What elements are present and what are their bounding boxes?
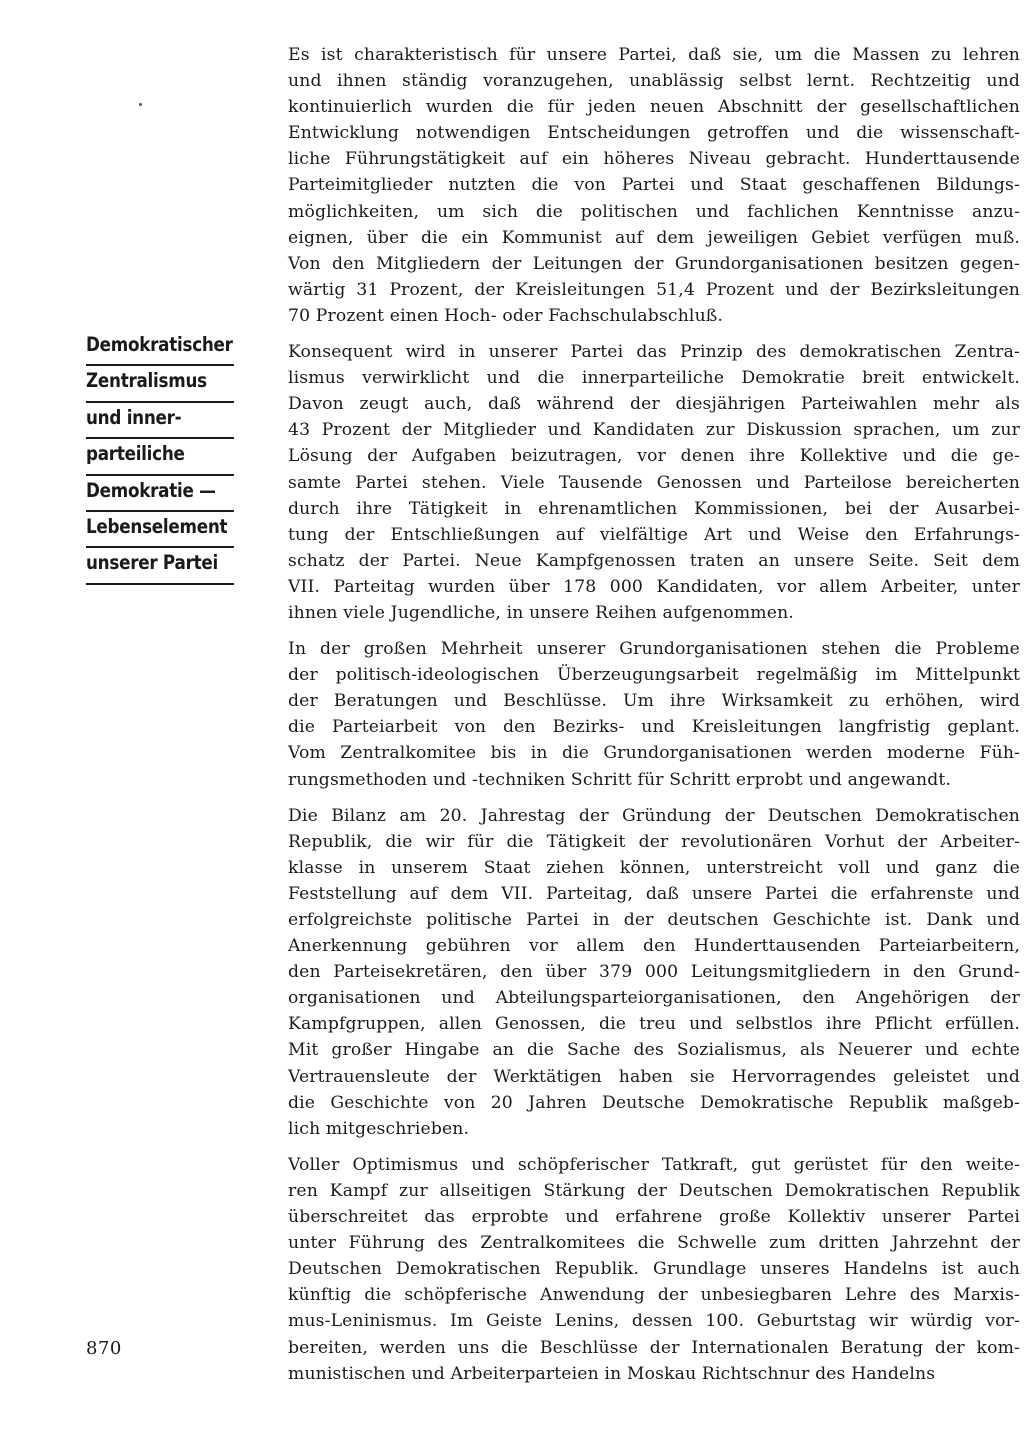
text-line: Die Bilanz am 20. Jahrestag der Gründung der Deutschen Demokratischen — [288, 805, 1020, 826]
paragraph — [288, 42, 1020, 329]
text-line: Parteimitglieder nutzten die von Partei und Staat geschaffenen Bildungs- — [288, 175, 1020, 196]
print-speck — [139, 103, 142, 106]
text-line: Konsequent wird in unserer Partei das Prinzip des demokratischen Zentra- — [288, 342, 1020, 363]
text-line: unter Führung des Zentralkomitees die Schwelle zum dritten Jahrzehnt der — [288, 1233, 1020, 1254]
text-line: überschreitet das erprobte und erfahrene große Kollektiv unserer Partei — [288, 1207, 1020, 1228]
margin-heading — [86, 330, 258, 585]
text-line: Davon zeugt auch, daß während der diesjährigen Parteiwahlen mehr als — [288, 394, 1020, 415]
text-line: ihnen viele Jugendliche, in unsere Reihen aufgenommen. — [288, 602, 794, 623]
body-text — [288, 42, 1020, 1397]
text-line: bereiten, werden uns die Beschlüsse der Internationalen Beratung der kom- — [288, 1337, 1020, 1358]
text-line: samte Partei stehen. Viele Tausende Genossen und Parteilose bereicherten — [288, 472, 1020, 493]
text-line: die Geschichte von 20 Jahren Deutsche Demokratische Republik maßgeb- — [288, 1092, 1020, 1113]
paragraph — [288, 636, 1020, 793]
text-line: Kampfgruppen, allen Genossen, die treu und selbstlos ihre Pflicht erfüllen. — [288, 1014, 1020, 1035]
text-line: wärtig 31 Prozent, der Kreisleitungen 51,4 Prozent und der Bezirksleitungen — [288, 279, 1020, 300]
paragraph — [288, 1152, 1020, 1387]
heading-line: Lebenselement — [86, 512, 234, 548]
text-line: lismus verwirklicht und die innerparteiliche Demokratie breit entwickelt. — [288, 368, 1020, 389]
text-line: Mit großer Hingabe an die Sache des Sozialismus, als Neuerer und echte — [288, 1040, 1020, 1061]
text-line: rungsmethoden und -techniken Schritt für Schritt erprobt und angewandt. — [288, 769, 952, 790]
page-number: 870 — [86, 1338, 122, 1359]
text-line: organisationen und Abteilungsparteiorganisationen, den Angehörigen der — [288, 988, 1020, 1009]
text-line: 43 Prozent der Mitglieder und Kandidaten zur Diskussion sprachen, um zur — [288, 420, 1020, 441]
text-line: Vertrauensleute der Werktätigen haben sie Hervorragendes geleistet und — [288, 1066, 1020, 1087]
heading-line: und inner- — [86, 403, 234, 439]
text-line: lich mitgeschrieben. — [288, 1118, 470, 1139]
text-line: mus-Leninismus. Im Geiste Lenins, dessen 100. Geburtstag wir würdig vor- — [288, 1311, 1020, 1332]
text-line: den Parteisekretären, den über 379 000 Leitungsmitgliedern in den Grund- — [288, 962, 1020, 983]
heading-line: Demokratischer — [86, 330, 234, 366]
text-line: eignen, über die ein Kommunist auf dem jeweiligen Gebiet verfügen muß. — [288, 227, 1020, 248]
text-line: der politisch-ideologischen Überzeugungsarbeit regelmäßig im Mittelpunkt — [288, 665, 1020, 686]
heading-line: parteiliche — [86, 439, 234, 475]
heading-line: unserer Partei — [86, 548, 234, 584]
text-line: Voller Optimismus und schöpferischer Tatkraft, gut gerüstet für den weite- — [288, 1154, 1020, 1175]
text-line: Lösung der Aufgaben beizutragen, vor denen ihre Kollektive und die ge- — [288, 446, 1020, 467]
text-line: tung der Entschließungen auf vielfältige Art und Weise den Erfahrungs- — [288, 524, 1020, 545]
text-line: und ihnen ständig voranzugehen, unablässig selbst lernt. Rechtzeitig und — [288, 71, 1020, 92]
paragraph — [288, 803, 1020, 1142]
text-line: kontinuierlich wurden die für jeden neuen Abschnitt der gesellschaftlichen — [288, 97, 1020, 118]
heading-line: Zentralismus — [86, 366, 234, 402]
text-line: schatz der Partei. Neue Kampfgenossen traten an unsere Seite. Seit dem — [288, 550, 1020, 571]
text-line: durch ihre Tätigkeit in ehrenamtlichen Kommissionen, bei der Ausarbei- — [288, 498, 1020, 519]
text-line: munistischen und Arbeiterparteien in Moskau Richtschnur des Handelns — [288, 1363, 936, 1384]
text-line: der Beratungen und Beschlüsse. Um ihre Wirksamkeit zu erhöhen, wird — [288, 691, 1020, 712]
heading-line: Demokratie — — [86, 476, 234, 512]
text-line: Entwicklung notwendigen Entscheidungen getroffen und die wissenschaft- — [288, 123, 1020, 144]
paragraph — [288, 339, 1020, 626]
text-line: Es ist charakteristisch für unsere Partei, daß sie, um die Massen zu lehren — [288, 45, 1020, 65]
text-line: Deutschen Demokratischen Republik. Grundlage unseres Handelns ist auch — [288, 1259, 1020, 1280]
text-line: Vom Zentralkomitee bis in die Grundorganisationen werden moderne Füh- — [288, 743, 1020, 764]
text-line: Feststellung auf dem VII. Parteitag, daß unsere Partei die erfahrenste und — [288, 883, 1020, 904]
text-line: In der großen Mehrheit unserer Grundorganisationen stehen die Probleme — [288, 639, 1020, 660]
text-line: ren Kampf zur allseitigen Stärkung der Deutschen Demokratischen Republik — [288, 1180, 1020, 1201]
text-line: erfolgreichste politische Partei in der deutschen Geschichte ist. Dank und — [288, 910, 1020, 930]
text-line: Anerkennung gebühren vor allem den Hunderttausenden Parteiarbeitern, — [288, 936, 1020, 957]
text-line: liche Führungstätigkeit auf ein höheres Niveau gebracht. Hunderttausende — [288, 149, 1020, 170]
text-line: möglichkeiten, um sich die politischen und fachlichen Kenntnisse anzu- — [288, 201, 1020, 222]
text-line: Von den Mitgliedern der Leitungen der Grundorganisationen besitzen gegen- — [288, 253, 1020, 274]
text-line: klasse in unserem Staat ziehen können, unterstreicht voll und ganz die — [288, 857, 1020, 878]
text-line: 70 Prozent einen Hoch- oder Fachschulabschluß. — [288, 305, 724, 326]
text-line: Republik, die wir für die Tätigkeit der revolutionären Vorhut der Arbeiter- — [288, 831, 1020, 852]
text-line: VII. Parteitag wurden über 178 000 Kandidaten, vor allem Arbeiter, unter — [288, 576, 1020, 597]
text-line: künftig die schöpferische Anwendung der unbesiegbaren Lehre des Marxis- — [288, 1285, 1020, 1306]
text-line: die Parteiarbeit von den Bezirks- und Kreisleitungen langfristig geplant. — [288, 717, 1020, 738]
